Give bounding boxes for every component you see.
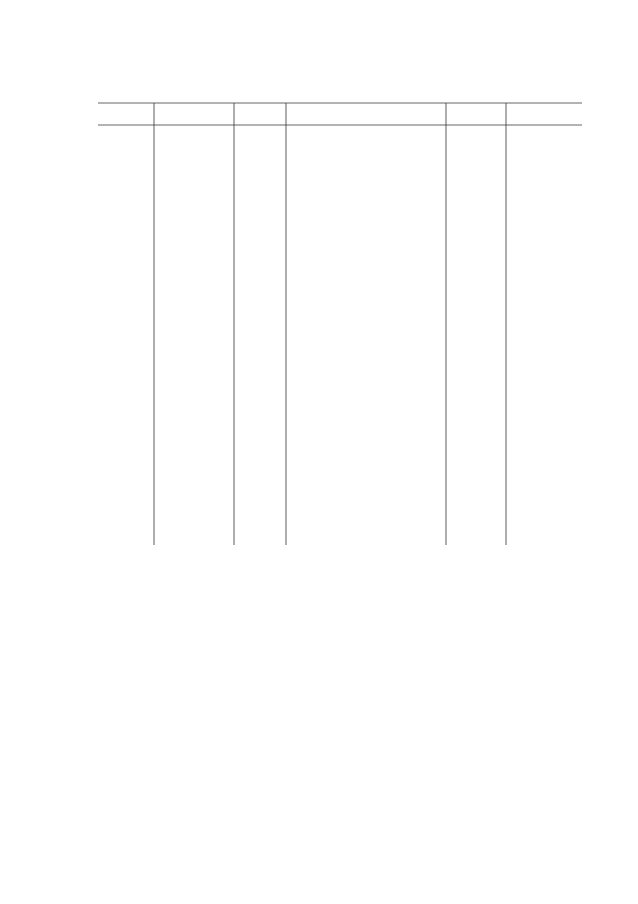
scanned-worksheet [96, 95, 582, 793]
table-frame [98, 103, 582, 545]
